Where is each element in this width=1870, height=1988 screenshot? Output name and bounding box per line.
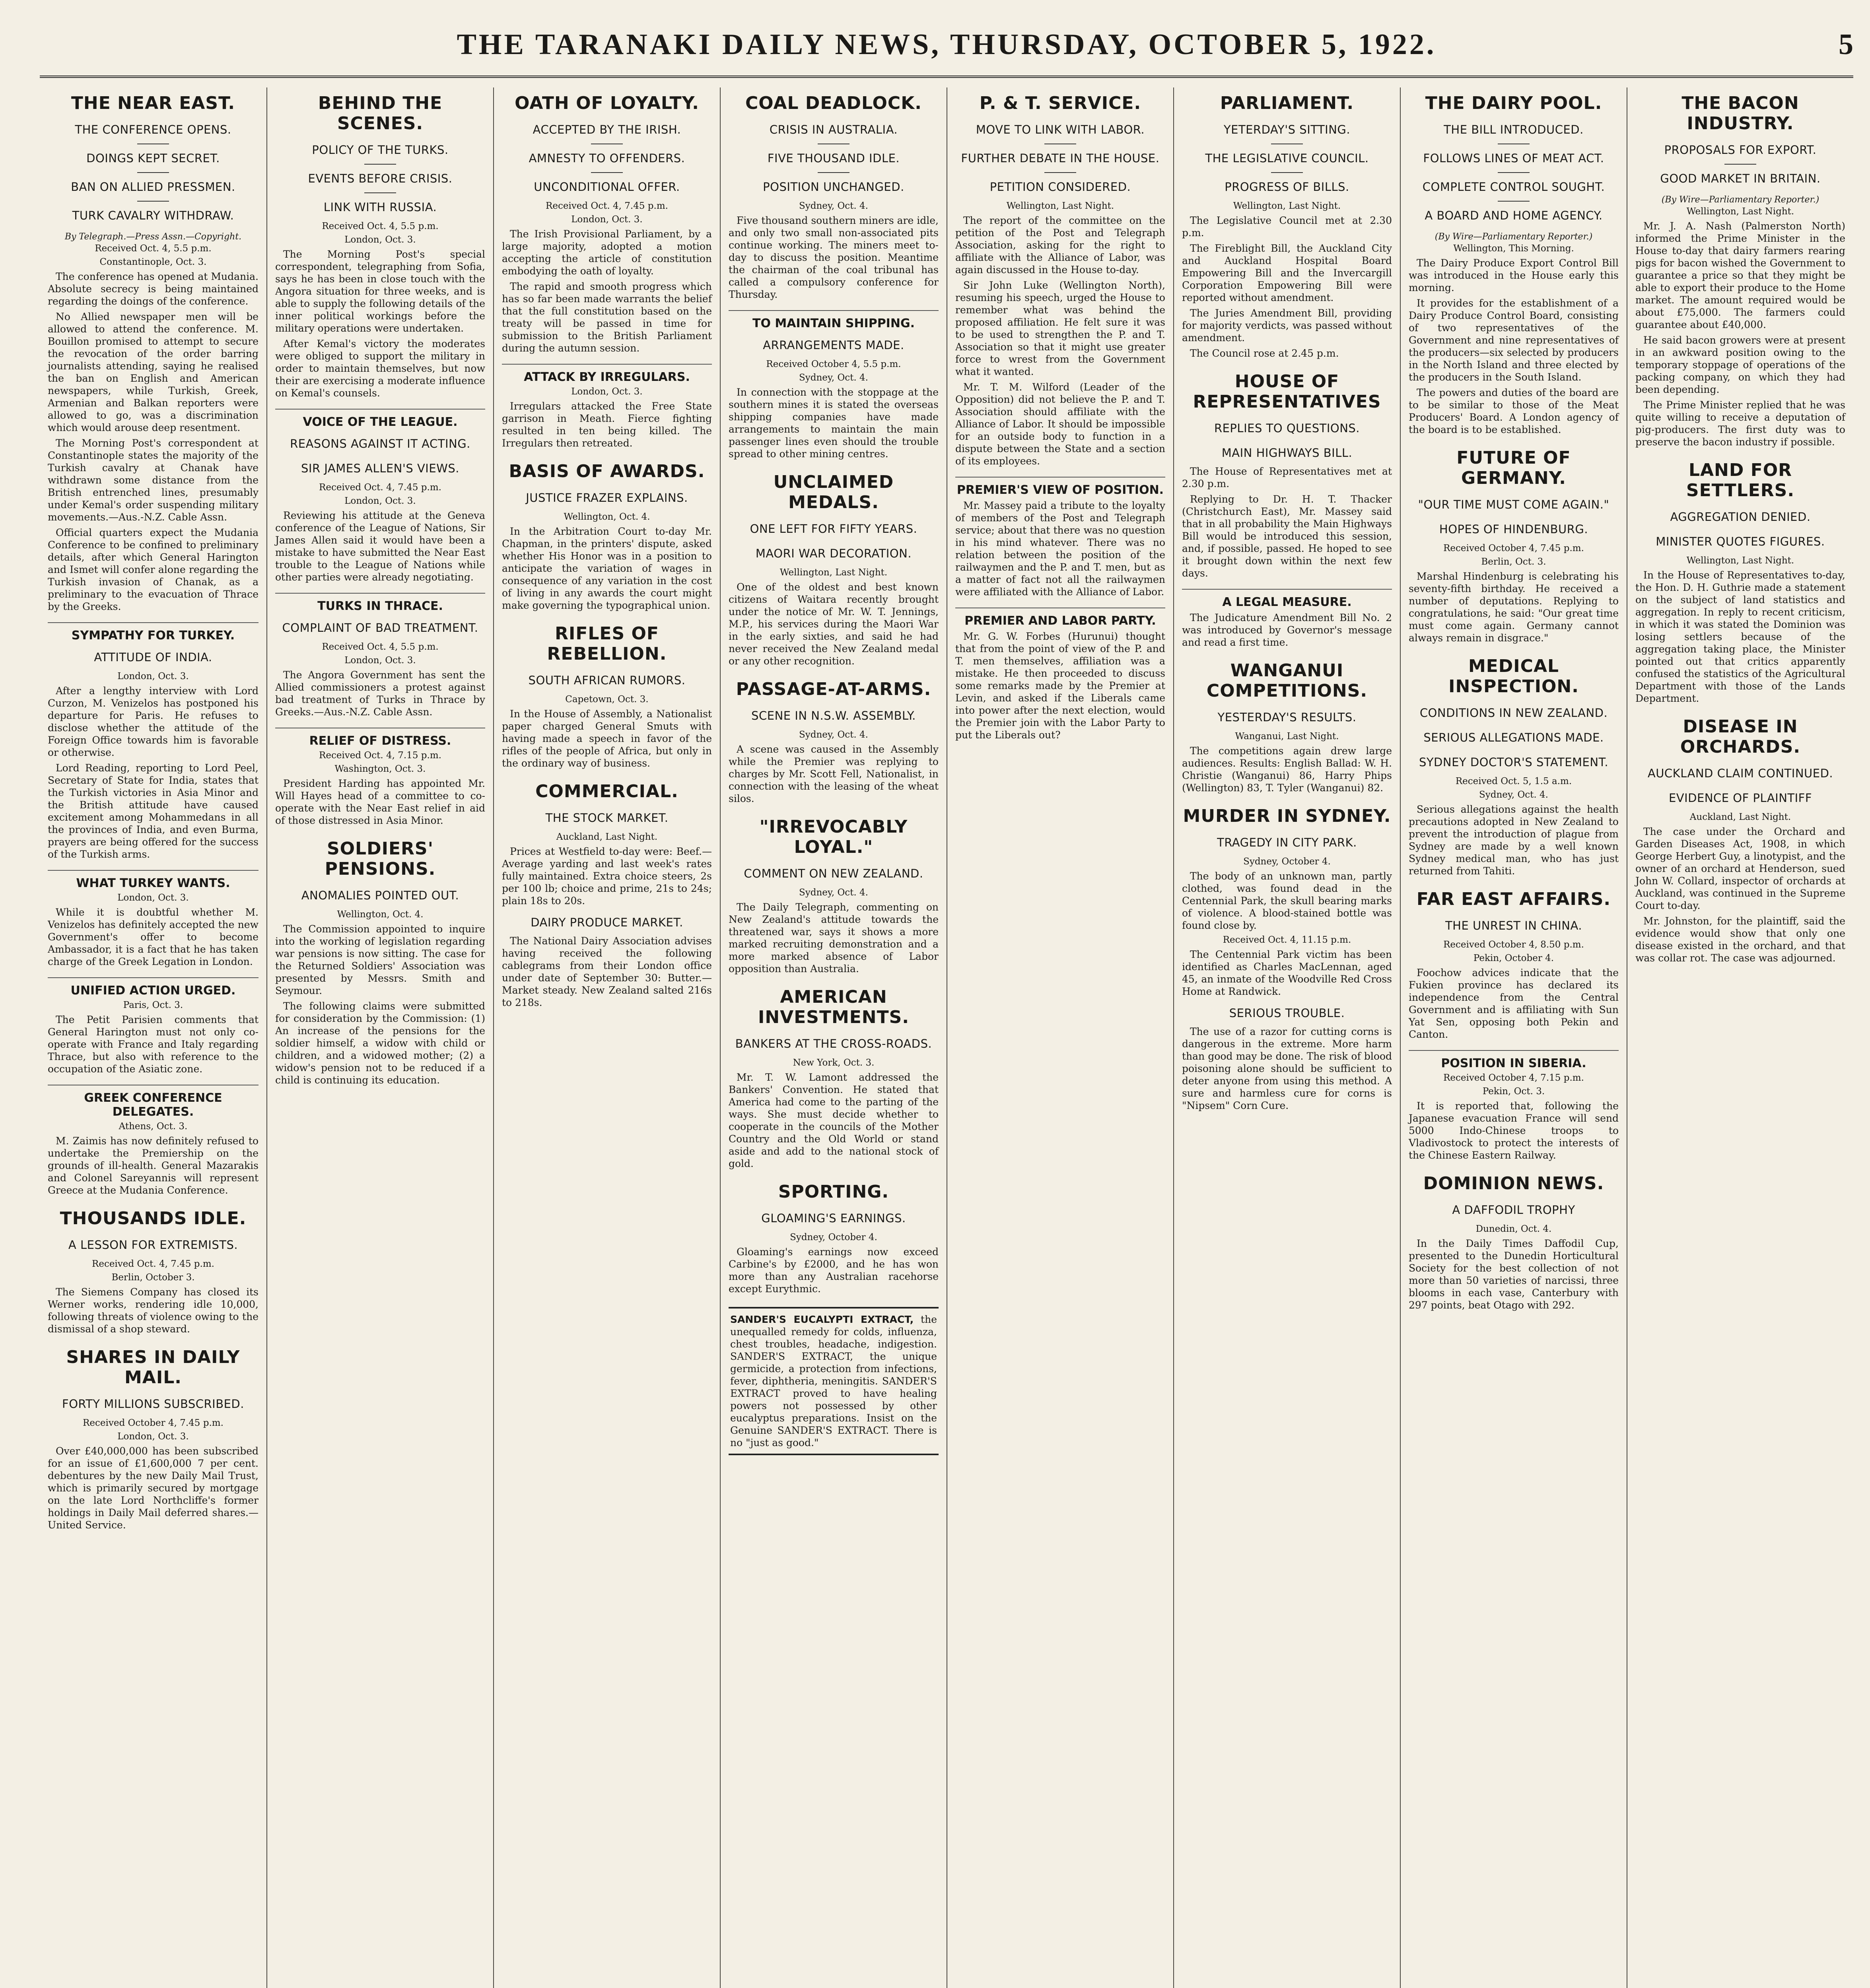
- paragraph: Mr. G. W. Forbes (Hurunui) thought that from the point of view of the P. and T. men themselves, affiliation was a mistake. He then proceeded to discuss some remarks made by the Premier at Levin, and asked if the Liberals came into power after the next election, would the Premier join with the Labor Party to put the Liberals out?: [955, 631, 1165, 741]
- article-dominion-news: [1409, 1173, 1619, 1311]
- article-passage-at-arms: [729, 679, 939, 805]
- headline: COMMERCIAL.: [535, 781, 678, 802]
- paragraph: The Prime Minister replied that he was quite willing to receive a deputation of pig-producers. The first duty was to preserve the bacon industry if possible.: [1635, 399, 1845, 448]
- received-line: Received October 4, 7.45 p.m.: [83, 1418, 224, 1428]
- deck: FOLLOWS LINES OF MEAT ACT.: [1423, 151, 1604, 165]
- received-line: Received Oct. 4, 7.15 p.m.: [319, 750, 441, 761]
- paragraph: The Council rose at 2.45 p.m.: [1190, 348, 1339, 359]
- headline: PARLIAMENT.: [1220, 93, 1354, 113]
- dateline: Wanganui, Last Night.: [1235, 731, 1339, 742]
- deck: ONE LEFT FOR FIFTY YEARS.: [750, 522, 918, 536]
- paragraph: The competitions again drew large audiences. Results: English Ballad: W. H. Christie (Wanganui) 86, Harry Phips (Wellington) 83, T. Tyler (Wanganui) 82.: [1182, 745, 1392, 794]
- paragraph: He said bacon growers were at present in an awkward position owing to the temporary stoppage of operations of the packing company, on which they had been depending.: [1635, 334, 1845, 395]
- headline: PASSAGE-AT-ARMS.: [736, 679, 931, 699]
- deck: PROGRESS OF BILLS.: [1225, 180, 1349, 194]
- paragraph: Five thousand southern miners are idle, and only two small non-associated pits continue working. The miners meet to-day to discuss the position. Meantime the chairman of the coal tribunal has called a compulsory conference for Thursday.: [729, 215, 939, 300]
- dateline: Wellington, Last Night.: [1686, 206, 1794, 217]
- deck: AUCKLAND CLAIM CONTINUED.: [1647, 767, 1833, 780]
- article-basis-of-awards: [502, 461, 712, 612]
- article-dairy-pool: [1409, 93, 1619, 436]
- deck: "OUR TIME MUST COME AGAIN.": [1418, 498, 1610, 511]
- received-line: Received October 4, 5.5 p.m.: [766, 359, 901, 369]
- received-line: Received Oct. 5, 1.5 a.m.: [1455, 776, 1572, 786]
- subheading: PREMIER AND LABOR PARTY.: [955, 608, 1165, 628]
- deck: REPLIES TO QUESTIONS.: [1214, 421, 1360, 435]
- paragraph: The rapid and smooth progress which has so far been made warrants the belief that the full constitution based on the treaty will be passed in time for submission to the British Parliament during the autumn session.: [502, 281, 712, 354]
- deck: DAIRY PRODUCE MARKET.: [531, 916, 683, 929]
- paragraph: The Fireblight Bill, the Auckland City and Auckland Hospital Board Empowering Bill and the Invercargill Corporation Empowering Bill were reported without amendment.: [1182, 243, 1392, 303]
- received-line: Received Oct. 4, 5.5 p.m.: [322, 642, 439, 652]
- dateline: Paris, Oct. 3.: [123, 1000, 183, 1010]
- article-american-investments: [729, 987, 939, 1170]
- column-4: [720, 87, 947, 1988]
- received-line: Received Oct. 4, 7.45 p.m.: [92, 1259, 214, 1269]
- dateline: Sydney, Oct. 4.: [799, 730, 868, 740]
- deck: SERIOUS ALLEGATIONS MADE.: [1423, 731, 1604, 744]
- received-line: Received Oct. 4, 5.5 p.m.: [95, 243, 212, 254]
- article-soldiers-pensions: [275, 839, 485, 1086]
- paragraph: Foochow advices indicate that the Fukien province has declared its independence from the Central Government and is affiliating with Sun Yat Sen, opposing both Pekin and Canton.: [1409, 967, 1619, 1040]
- newspaper-columns: [40, 87, 1853, 1988]
- subheading: SYMPATHY FOR TURKEY.: [48, 622, 259, 643]
- column-7: [1400, 87, 1627, 1988]
- deck: MOVE TO LINK WITH LABOR.: [976, 123, 1145, 136]
- subheading: TO MAINTAIN SHIPPING.: [729, 310, 939, 330]
- paragraph: The Commission appointed to inquire into the working of legislation regarding war pensions is now sitting. The case for the Returned Soldiers' Association was presented by Messrs. Smith and Seymour.: [275, 923, 485, 996]
- paragraph: The Juries Amendment Bill, providing for majority verdicts, was passed without amendment.: [1182, 307, 1392, 344]
- subheading: TURKS IN THRACE.: [275, 593, 485, 613]
- deck: COMPLETE CONTROL SOUGHT.: [1422, 180, 1605, 194]
- paragraph: While it is doubtful whether M. Venizelos has definitely accepted the new Government's offer to become Ambassador, it is a fact that he has taken charge of the Greek Legation in London.: [48, 907, 259, 967]
- dateline: Berlin, Oct. 3.: [1481, 557, 1546, 567]
- paragraph: The Petit Parisien comments that General Harington must not only co-operate with France and Italy regarding Thrace, but also with reference to the occupation of the Asiatic zone.: [48, 1014, 259, 1075]
- article-thousands-idle: [48, 1208, 259, 1335]
- deck: TRAGEDY IN CITY PARK.: [1217, 836, 1357, 849]
- headline: THE BACON INDUSTRY.: [1681, 93, 1799, 134]
- article-bacon-industry: [1635, 93, 1845, 448]
- deck: AMNESTY TO OFFENDERS.: [529, 151, 685, 165]
- article-unclaimed-medals: [729, 472, 939, 667]
- dateline: Pekin, October 4.: [1473, 953, 1554, 963]
- dateline: London, Oct. 3.: [344, 235, 416, 245]
- deck: MAORI WAR DECORATION.: [755, 547, 912, 560]
- deck: YESTERDAY'S RESULTS.: [1217, 711, 1357, 724]
- page-number: 5: [1839, 28, 1853, 61]
- deck: ANOMALIES POINTED OUT.: [301, 889, 459, 902]
- dateline: Wellington, Last Night.: [1686, 555, 1794, 566]
- subheading: VOICE OF THE LEAGUE.: [275, 409, 485, 429]
- dateline: Wellington, Last Night.: [1006, 201, 1114, 211]
- subheading: GREEK CONFERENCE DELEGATES.: [48, 1085, 259, 1119]
- headline: SPORTING.: [778, 1182, 889, 1202]
- deck: HOPES OF HINDENBURG.: [1439, 522, 1588, 536]
- subheading: A LEGAL MEASURE.: [1182, 589, 1392, 609]
- received-line: Received Oct. 4, 7.45 p.m.: [546, 201, 668, 211]
- deck: FURTHER DEBATE IN THE HOUSE.: [961, 151, 1160, 165]
- article-sporting: [729, 1182, 939, 1295]
- received-line: Received October 4, 7.15 p.m.: [1443, 1073, 1584, 1083]
- paragraph: President Harding has appointed Mr. Will Hayes head of a committee to co-operate with the Near East relief in aid of those distressed in Asia Minor.: [275, 778, 485, 826]
- headline: RIFLES OF REBELLION.: [547, 623, 667, 664]
- deck: LINK WITH RUSSIA.: [323, 200, 437, 214]
- paragraph: In the House of Assembly, a Nationalist paper charged General Smuts with having made a speech in favor of the rifles of the people of Africa, but only in the ordinary way of business.: [502, 708, 712, 769]
- paragraph: Mr. Johnston, for the plaintiff, said the evidence would show that only one disease existed in the orchard, and that was collar rot. The case was adjourned.: [1635, 915, 1845, 964]
- article-wanganui-competitions: [1182, 660, 1392, 794]
- deck: YETERDAY'S SITTING.: [1223, 123, 1351, 136]
- deck: COMMENT ON NEW ZEALAND.: [744, 867, 923, 880]
- subheading: WHAT TURKEY WANTS.: [48, 870, 259, 890]
- paragraph: The Dairy Produce Export Control Bill was introduced in the House early this morning.: [1409, 257, 1619, 293]
- paragraph: Reviewing his attitude at the Geneva conference of the League of Nations, Sir James Allen said it would have been a mistake to have submitted the Near East trouble to the League of Nations while other parties were already negotiating.: [275, 510, 485, 583]
- headline: DISEASE IN ORCHARDS.: [1680, 716, 1801, 757]
- paragraph: The Centennial Park victim has been identified as Charles MacLennan, aged 45, an inmate of the Woodville Red Cross Home at Randwick.: [1182, 949, 1392, 997]
- deck: AGGREGATION DENIED.: [1670, 510, 1811, 524]
- deck: PROPOSALS FOR EXPORT.: [1664, 143, 1817, 157]
- paragraph: The Legislative Council met at 2.30 p.m.: [1182, 215, 1392, 239]
- dateline: London, Oct. 3.: [117, 1431, 189, 1442]
- article-house-of-representatives: [1182, 371, 1392, 648]
- headline: COAL DEADLOCK.: [745, 93, 922, 113]
- headline: SOLDIERS' PENSIONS.: [325, 839, 436, 879]
- deck: ATTITUDE OF INDIA.: [94, 650, 212, 664]
- paragraph: It is reported that, following the Japanese evacuation France will send 5000 Indo-Chinese troops to Vladivostock to protect the interests of the Chinese Eastern Railway.: [1409, 1100, 1619, 1161]
- deck: A BOARD AND HOME AGENCY.: [1425, 209, 1603, 222]
- paragraph: Mr. J. A. Nash (Palmerston North) informed the Prime Minister in the House to-day that dairy farmers rearing pigs for bacon wished the Government to guarantee a price so that they might be able to export their produce to the Home market. The amount required would be about £75,000. The farmers could guarantee about £40,000.: [1635, 220, 1845, 330]
- deck: MAIN HIGHWAYS BILL.: [1221, 446, 1353, 460]
- paragraph: Serious allegations against the health precautions adopted in New Zealand to prevent the introduction of plague from Sydney are made by a well known Sydney medical man, who has just returned from Tahiti.: [1409, 804, 1619, 877]
- headline: P. & T. SERVICE.: [979, 93, 1141, 113]
- headline: "IRREVOCABLY LOYAL.": [759, 817, 908, 857]
- article-medical-inspection: [1409, 656, 1619, 877]
- article-murder-in-sydney: [1182, 806, 1392, 1112]
- article-land-for-settlers: [1635, 460, 1845, 705]
- deck: UNCONDITIONAL OFFER.: [534, 180, 680, 194]
- deck: THE LEGISLATIVE COUNCIL.: [1205, 151, 1369, 165]
- headline: THE NEAR EAST.: [71, 93, 235, 113]
- article-commercial: [502, 781, 712, 1009]
- deck: ACCEPTED BY THE IRISH.: [533, 123, 681, 136]
- dateline: Sydney, October 4.: [1243, 856, 1331, 867]
- deck: TURK CAVALRY WITHDRAW.: [72, 209, 234, 222]
- received-line: Received Oct. 4, 7.45 p.m.: [319, 482, 441, 493]
- paragraph: The case under the Orchard and Garden Diseases Act, 1908, in which George Herbert Guy, a linotypist, and the owner of an orchard at Henderson, sued John W. Collard, inspector of orchards at Auckland, was continued in the Supreme Court to-day.: [1635, 826, 1845, 911]
- paragraph: The Daily Telegraph, commenting on New Zealand's attitude towards the threatened war, says it shows a more marked recruiting demonstration and a more marked absence of Labor opposition than Australia.: [729, 901, 939, 975]
- dateline: Athens, Oct. 3.: [119, 1121, 188, 1132]
- headline: FUTURE OF GERMANY.: [1456, 448, 1571, 488]
- received-line: Received Oct. 4, 11.15 p.m.: [1223, 935, 1351, 945]
- paragraph: Gloaming's earnings now exceed Carbine's by £2000, and he has won more than any Australian racehorse except Eurythmic.: [729, 1246, 939, 1295]
- headline: WANGANUI COMPETITIONS.: [1206, 660, 1368, 701]
- headline: OATH OF LOYALTY.: [515, 93, 699, 113]
- paragraph: The powers and duties of the board are to be similar to those of the Meat Producers' Board. A London agency of the board is to be established.: [1409, 387, 1619, 435]
- column-1: [40, 87, 266, 1988]
- paragraph: The body of an unknown man, partly clothed, was found dead in the Centennial Park, the skull bearing marks of violence. A blood-stained bottle was found close by.: [1182, 870, 1392, 931]
- article-far-east-affairs: [1409, 889, 1619, 1161]
- paragraph: The House of Representatives met at 2.30 p.m.: [1182, 466, 1392, 489]
- article-oath-of-loyalty: [502, 93, 712, 449]
- deck: A LESSON FOR EXTREMISTS.: [68, 1238, 238, 1252]
- paragraph: In the House of Representatives to-day, the Hon. D. H. Guthrie made a statement on the subject of land statistics and aggregation. In reply to recent criticism, in which it was stated the Dominion was losing settlers because of the aggregation taking place, the Minister pointed out that critics apparently confused the statistics of the Agricultural Department with those of the Lands Department.: [1635, 569, 1845, 704]
- deck: DOINGS KEPT SECRET.: [86, 151, 220, 165]
- subheading: POSITION IN SIBERIA.: [1409, 1050, 1619, 1070]
- deck: CONDITIONS IN NEW ZEALAND.: [1419, 706, 1608, 720]
- byline: (By Wire—Parliamentary Reporter.): [1661, 195, 1819, 205]
- dateline: London, Oct. 3.: [344, 496, 416, 506]
- article-behind-scenes: [275, 93, 485, 827]
- paragraph: The Angora Government has sent the Allied commissioners a protest against bad treatment of Turks in Thrace by Greeks.—Aus.-N.Z. Cable Assn.: [275, 669, 485, 718]
- column-5: [947, 87, 1173, 1988]
- deck: ARRANGEMENTS MADE.: [763, 338, 904, 352]
- dateline: Capetown, Oct. 3.: [565, 694, 649, 705]
- deck: FIVE THOUSAND IDLE.: [767, 151, 900, 165]
- paragraph: The following claims were submitted for consideration by the Commission: (1) An increase of the pensions for the soldier himself, a widow with child or children, and a widowed mother; (2) a widow's pension not to be reduced if a child is continuing its education.: [275, 1000, 485, 1086]
- column-8: [1627, 87, 1853, 1988]
- dateline: Sydney, Oct. 4.: [1479, 790, 1548, 800]
- advertisement-sanders-extract: [729, 1307, 939, 1455]
- headline: MURDER IN SYDNEY.: [1183, 806, 1391, 826]
- article-irrevocably-loyal: [729, 817, 939, 975]
- deck: THE CONFERENCE OPENS.: [75, 123, 231, 136]
- paragraph: In connection with the stoppage at the southern mines it is stated the overseas shipping companies have made arrangements to maintain the main passenger lines even should the trouble spread to other mining centres.: [729, 386, 939, 460]
- subheading: ATTACK BY IRREGULARS.: [502, 364, 712, 384]
- deck: SYDNEY DOCTOR'S STATEMENT.: [1419, 755, 1609, 769]
- deck: GOOD MARKET IN BRITAIN.: [1660, 172, 1821, 185]
- paragraph: No Allied newspaper men will be allowed to attend the conference. M. Bouillon promised to attempt to secure the revocation of the order barring journalists attending, saying he realised the ban on English and American newspapers, while Turkish, Greek, Armenian and Balkan reporters were allowed to go, was a discrimination which would arouse deep resentment.: [48, 311, 259, 433]
- paragraph: M. Zaimis has now definitely refused to undertake the Premiership on the grounds of ill-health. General Mazarakis and Colonel Sareyannis will represent Greece at the Mudania Conference.: [48, 1135, 259, 1196]
- deck: POLICY OF THE TURKS.: [312, 143, 449, 157]
- headline: SHARES IN DAILY MAIL.: [66, 1347, 240, 1388]
- article-parliament: [1182, 93, 1392, 359]
- masthead: [40, 28, 1853, 78]
- dateline: Wellington, Last Night.: [1233, 201, 1341, 211]
- headline: FAR EAST AFFAIRS.: [1416, 889, 1611, 909]
- headline: MEDICAL INSPECTION.: [1448, 656, 1579, 697]
- paragraph: Lord Reading, reporting to Lord Peel, Secretary of State for India, states that the Turkish victories in Asia Minor and the British attitude have caused excitement among Mohammedans in all the provinces of India, and even Burma, prayers are being offered for the success of the Turkish arms.: [48, 762, 259, 860]
- paragraph: The Irish Provisional Parliament, by a large majority, adopted a motion accepting the article of constitution embodying the oath of loyalty.: [502, 228, 712, 277]
- column-2: [266, 87, 493, 1988]
- headline: DOMINION NEWS.: [1423, 1173, 1604, 1194]
- headline: BEHIND THE SCENES.: [318, 93, 443, 134]
- dateline: Sydney, October 4.: [790, 1232, 877, 1242]
- deck: BANKERS AT THE CROSS-ROADS.: [735, 1037, 932, 1050]
- subheading: PREMIER'S VIEW OF POSITION.: [955, 477, 1165, 497]
- paragraph: The use of a razor for cutting corns is dangerous in the extreme. More harm than good may be done. The risk of blood poisoning alone should be sufficient to deter anyone from using this method. A sure and harmless cure for corns is "Nipsem" Corn Cure.: [1182, 1026, 1392, 1111]
- received-line: Received October 4, 7.45 p.m.: [1443, 543, 1584, 553]
- dateline: Wellington, Last Night.: [779, 567, 888, 578]
- paragraph: Mr. T. W. Lamont addressed the Bankers' Convention. He stated that America had come to the parting of the ways. She must decide whether to cooperate in the councils of the Mother Country and the Old World or stand aside and add to the national stock of gold.: [729, 1072, 939, 1169]
- deck: THE BILL INTRODUCED.: [1444, 123, 1584, 136]
- paragraph: In the Arbitration Court to-day Mr. Chapman, in the printers' dispute, asked whether His Honor was in a position to anticipate the variation of wages in consequence of any variation in the cost of living in any awards the court might make governing the typographical union.: [502, 526, 712, 611]
- newspaper-title: THE TARANAKI DAILY NEWS, THURSDAY, OCTOBER 5, 1922.: [457, 28, 1437, 61]
- byline: (By Wire—Parliamentary Reporter.): [1435, 232, 1593, 242]
- dateline: Washington, Oct. 3.: [334, 764, 426, 774]
- headline: THOUSANDS IDLE.: [60, 1208, 247, 1229]
- paragraph: After a lengthy interview with Lord Curzon, M. Venizelos has postponed his departure for Paris. He refuses to disclose whether the attitude of the Foreign Office towards him is favorable or otherwise.: [48, 685, 259, 758]
- deck: FORTY MILLIONS SUBSCRIBED.: [62, 1397, 244, 1411]
- paragraph: It provides for the establishment of a Dairy Produce Control Board, consisting of two representatives of the Government and nine representatives of the producers—six selected by producers in the North Island and three elected by the producers in the South Island.: [1409, 297, 1619, 383]
- deck: COMPLAINT OF BAD TREATMENT.: [282, 621, 478, 635]
- paragraph: Replying to Dr. H. T. Thacker (Christchurch East), Mr. Massey said that in all probability the Main Highways Bill would be introduced this session, and, if possible, passed. He hoped to see it brought down within the next few days.: [1182, 493, 1392, 579]
- dateline: Wellington, This Morning.: [1453, 243, 1574, 254]
- dateline: London, Oct. 3.: [571, 386, 643, 397]
- paragraph: Over £40,000,000 has been subscribed for an issue of £1,600,000 7 per cent. debentures by the new Daily Mail Trust, which is primarily secured by mortgage on the late Lord Northcliffe's former holdings in Daily Mail deferred shares.—United Service.: [48, 1445, 259, 1531]
- paragraph: The Judicature Amendment Bill No. 2 was introduced by Governor's message and read a first time.: [1182, 612, 1392, 648]
- paragraph: The Morning Post's special correspondent, telegraphing from Sofia, says he has been in close touch with the Angora situation for three weeks, and is able to supply the following details of the inner political workings before the military operations were undertaken.: [275, 248, 485, 334]
- deck: POSITION UNCHANGED.: [763, 180, 904, 194]
- headline: LAND FOR SETTLERS.: [1686, 460, 1795, 501]
- deck: EVENTS BEFORE CRISIS.: [308, 172, 453, 185]
- dateline: Sydney, Oct. 4.: [799, 373, 868, 383]
- headline: AMERICAN INVESTMENTS.: [758, 987, 910, 1027]
- headline: THE DAIRY POOL.: [1425, 93, 1602, 113]
- deck: GLOAMING'S EARNINGS.: [761, 1211, 906, 1225]
- received-line: Received October 4, 8.50 p.m.: [1443, 940, 1584, 950]
- deck: THE STOCK MARKET.: [545, 811, 669, 825]
- deck: SIR JAMES ALLEN'S VIEWS.: [301, 462, 459, 475]
- dateline: Auckland, Last Night.: [556, 832, 658, 842]
- article-p-and-t-service: [955, 93, 1165, 741]
- paragraph: The conference has opened at Mudania. Absolute secrecy is being maintained regarding the doings of the conference.: [48, 271, 259, 307]
- paragraph: Mr. Massey paid a tribute to the loyalty of members of the Post and Telegraph service; about that there was no question in his mind whatever. There was no relation between the position of the railwaymen and the P. and T. men, but as a matter of fact not all the railwaymen were affiliated with the Alliance of Labor.: [955, 500, 1165, 598]
- deck: SERIOUS TROUBLE.: [1229, 1006, 1345, 1020]
- deck: BAN ON ALLIED PRESSMEN.: [71, 180, 235, 194]
- dateline: London, Oct. 3.: [571, 214, 643, 225]
- deck: EVIDENCE OF PLAINTIFF: [1668, 791, 1812, 805]
- headline: BASIS OF AWARDS.: [509, 461, 705, 481]
- article-rifles-of-rebellion: [502, 623, 712, 769]
- paragraph: Marshal Hindenburg is celebrating his seventy-fifth birthday. He received a number of deputations. Replying to congratulations, he said: "Our great time must come again. Germany cannot always remain in disgrace.": [1409, 571, 1619, 644]
- dateline: Auckland, Last Night.: [1689, 812, 1791, 822]
- dateline: Sydney, Oct. 4.: [799, 887, 868, 898]
- paragraph: The Morning Post's correspondent at Constantinople states the majority of the Turkish cavalry at Chanak have withdrawn some distance from the British entrenched lines, presumably under Kemal's order suspending military movements.—Aus.-N.Z. Cable Assn.: [48, 437, 259, 523]
- article-daily-mail: [48, 1347, 259, 1531]
- ad-body: the unequalled remedy for colds, influenza, chest troubles, headache, indigestion. SANDER'S EXTRACT, the unique germicide, a protection from infections, fever, diphtheria, meningitis. SANDER'S EXTRACT proved to have healing powers not possessed by other eucalyptus preparations. Insist on the Genuine SANDER'S EXTRACT. There is no "just as good.": [730, 1314, 937, 1448]
- paragraph: The report of the committee on the petition of the Post and Telegraph Association, asking for the right to affiliate with the Alliance of Labor, was again discussed in the House to-day.: [955, 215, 1165, 276]
- deck: A DAFFODIL TROPHY: [1452, 1203, 1575, 1217]
- dateline: London, Oct. 3.: [344, 655, 416, 666]
- subheading: RELIEF OF DISTRESS.: [275, 728, 485, 748]
- dateline: London, Oct. 3.: [117, 671, 189, 681]
- dateline: Dunedin, Oct. 4.: [1475, 1224, 1552, 1234]
- paragraph: Official quarters expect the Mudania Conference to be confined to preliminary details, after which General Harington and Ismet will confer alone regarding the Turkish invasion of Chanak, as a preliminary to the evacuation of Thrace by the Greeks.: [48, 527, 259, 612]
- paragraph: Sir John Luke (Wellington North), resuming his speech, urged the House to remember what was behind the proposed affiliation. He felt sure it was to be used to strengthen the P. and T. Association so that it might use greater force to wrest from the Government what it wanted.: [955, 280, 1165, 377]
- paragraph: Prices at Westfield to-day were: Beef.—Average yarding and last week's rates fully maintained. Extra choice steers, 2s per 100 lb; choice and prime, 21s to 24s; plain 18s to 20s.: [502, 846, 712, 907]
- headline: HOUSE OF REPRESENTATIVES: [1193, 371, 1381, 412]
- subheading: UNIFIED ACTION URGED.: [48, 977, 259, 998]
- dateline: New York, Oct. 3.: [793, 1058, 875, 1068]
- paragraph: One of the oldest and best known citizens of Waitara recently brought under the notice of Mr. W. T. Jennings, M.P., his services during the Maori War in the early sixties, and said he had never received the New Zealand medal or any other recognition.: [729, 581, 939, 667]
- paragraph: The National Dairy Association advises having received the following cablegrams from their London office under date of September 30: Butter.—Market steady. New Zealand salted 216s to 218s.: [502, 935, 712, 1008]
- paragraph: In the Daily Times Daffodil Cup, presented to the Dunedin Horticultural Society for the best collection of not more than 50 varieties of narcissi, three blooms in each vase, Canterbury with 297 points, beat Otago with 292.: [1409, 1238, 1619, 1311]
- article-future-of-germany: [1409, 448, 1619, 644]
- paragraph: A scene was caused in the Assembly while the Premier was replying to charges by Mr. Scott Fell, Nationalist, in connection with the leasing of the wheat silos.: [729, 744, 939, 804]
- deck: MINISTER QUOTES FIGURES.: [1656, 535, 1825, 548]
- dateline: Berlin, October 3.: [111, 1272, 195, 1283]
- byline: By Telegraph.—Press Assn.—Copyright.: [64, 232, 242, 242]
- paragraph: Irregulars attacked the Free State garrison in Meath. Fierce fighting resulted in ten being killed. The Irregulars then retreated.: [502, 400, 712, 449]
- paragraph: After Kemal's victory the moderates were obliged to support the military in order to maintain themselves, but now their are exercising a moderate influence on Kemal's counsels.: [275, 338, 485, 399]
- deck: THE UNREST IN CHINA.: [1445, 919, 1582, 932]
- deck: PETITION CONSIDERED.: [989, 180, 1131, 194]
- headline: UNCLAIMED MEDALS.: [773, 472, 894, 513]
- column-3: [493, 87, 720, 1988]
- paragraph: The Siemens Company has closed its Werner works, rendering idle 10,000, following threats of violence owing to the dismissal of a shop steward.: [48, 1286, 259, 1335]
- deck: SOUTH AFRICAN RUMORS.: [528, 674, 686, 687]
- dateline: Constantinople, Oct. 3.: [99, 257, 207, 267]
- column-6: [1173, 87, 1400, 1988]
- deck: CRISIS IN AUSTRALIA.: [769, 123, 898, 136]
- dateline: Sydney, Oct. 4.: [799, 201, 868, 211]
- deck: REASONS AGAINST IT ACTING.: [290, 437, 470, 450]
- dateline: Wellington, Oct. 4.: [564, 512, 650, 522]
- deck: SCENE IN N.S.W. ASSEMBLY.: [751, 709, 916, 722]
- deck: JUSTICE FRAZER EXPLAINS.: [526, 491, 688, 505]
- ad-title: SANDER'S EUCALYPTI EXTRACT,: [730, 1314, 914, 1325]
- article-near-east: [48, 93, 259, 1196]
- dateline: London, Oct. 3.: [117, 893, 189, 903]
- dateline: Pekin, Oct. 3.: [1482, 1086, 1545, 1097]
- paragraph: Mr. T. M. Wilford (Leader of the Opposition) did not believe the P. and T. Association should affiliate with the Alliance of Labor. It should be impossible for an outside body to function in a dispute between the State and a section of its employees.: [955, 381, 1165, 467]
- article-disease-in-orchards: [1635, 716, 1845, 964]
- article-coal-deadlock: [729, 93, 939, 460]
- received-line: Received Oct. 4, 5.5 p.m.: [322, 221, 439, 231]
- dateline: Wellington, Oct. 4.: [337, 909, 424, 920]
